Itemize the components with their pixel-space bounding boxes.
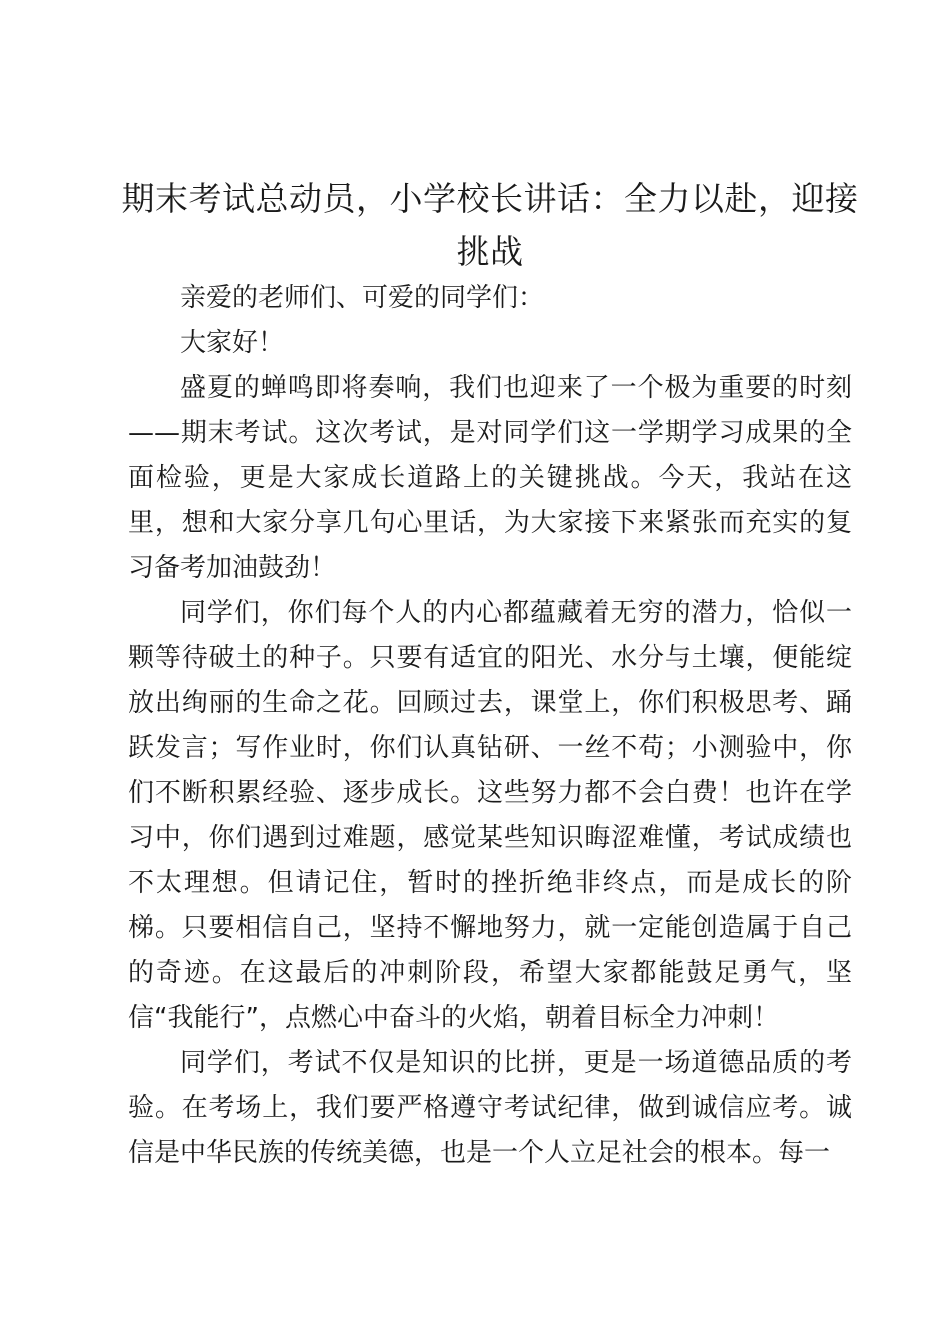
greeting-paragraph: 大家好！ bbox=[180, 328, 285, 358]
document-body bbox=[128, 276, 852, 1176]
body-paragraph: 同学们，考试不仅是知识的比拼，更是一场道德品质的考验。在考场上，我们要严格遵守考试纪律，做到诚信应考。诚信是中华民族的传统美德，也是一个人立足社会的根本。每一 bbox=[128, 1048, 852, 1168]
body-paragraph: 同学们，你们每个人的内心都蕴藏着无穷的潜力，恰似一颗等待破土的种子。只要有适宜的阳光、水分与土壤，便能绽放出绚丽的生命之花。回顾过去，课堂上，你们积极思考、踊跃发言；写作业时，你们认真钻研、一丝不苟；小测验中，你们不断积累经验、逐步成长。这些努力都不会白费！也许在学习中，你们遇到过难题，感觉某些知识晦涩难懂，考试成绩也不太理想。但请记住，暂时的挫折绝非终点，而是成长的阶梯。只要相信自己，坚持不懈地努力，就一定能创造属于自己的奇迹。在这最后的冲刺阶段，希望大家都能鼓足勇气，坚信“我能行”，点燃心中奋斗的火焰，朝着目标全力冲刺！ bbox=[128, 598, 852, 1033]
document-title: 期末考试总动员，小学校长讲话：全力以赴，迎接挑战 bbox=[121, 179, 859, 271]
salutation-paragraph: 亲爱的老师们、可爱的同学们： bbox=[180, 283, 545, 313]
body-paragraph: 盛夏的蝉鸣即将奏响，我们也迎来了一个极为重要的时刻——期末考试。这次考试，是对同学们这一学期学习成果的全面检验，更是大家成长道路上的关键挑战。今天，我站在这里，想和大家分享几句心里话，为大家接下来紧张而充实的复习备考加油鼓劲！ bbox=[128, 373, 852, 583]
